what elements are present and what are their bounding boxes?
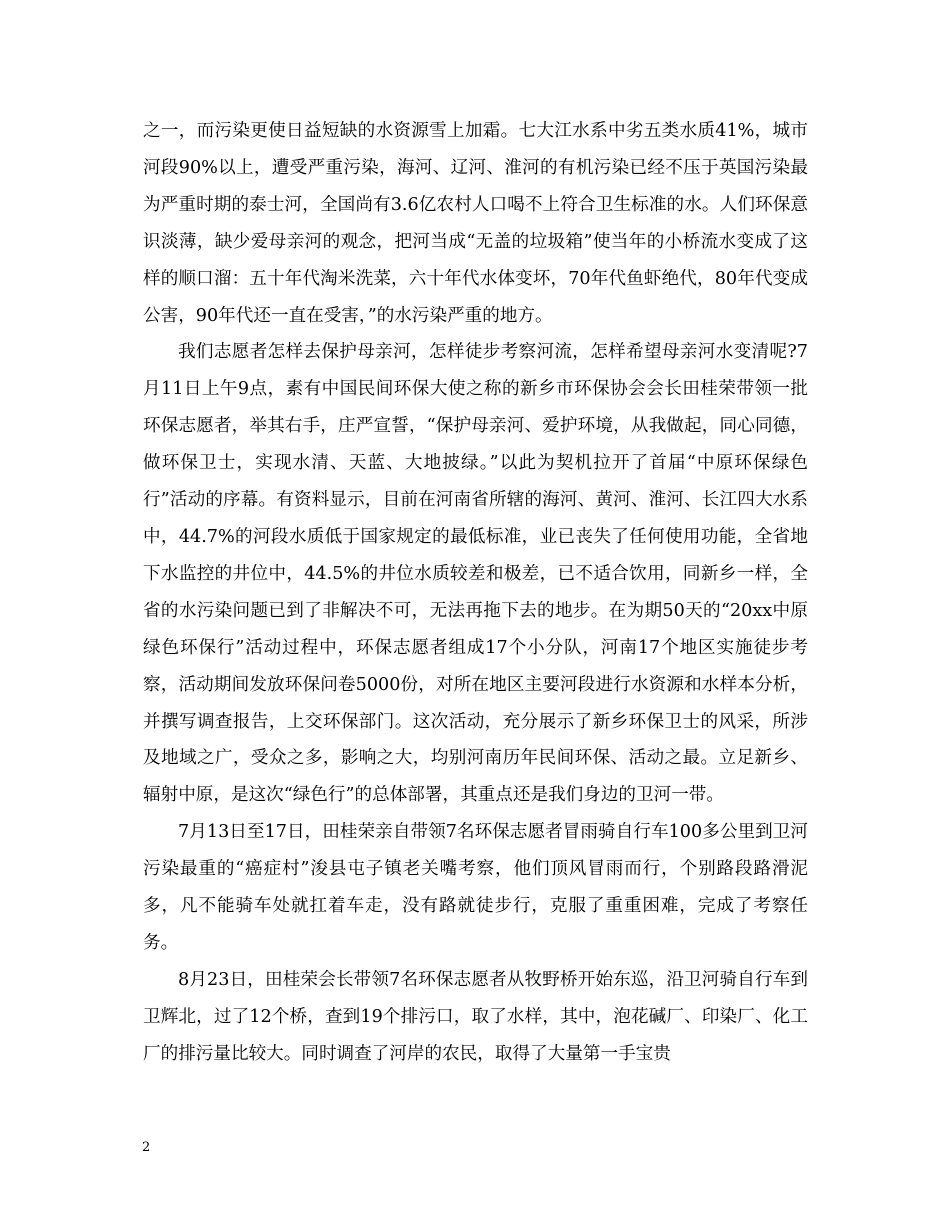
paragraph-2: 我们志愿者怎样去保护母亲河，怎样徒步考察河流，怎样希望母亲河水变清呢?7月11日上午9点，素有中国民间环保大使之称的新乡市环保协会会长田桂荣带领一批环保志愿者，举其右手，庄严宣誓，“保护母亲河、爱护环境，从我做起，同心同德，做环保卫士，实现水清、天蓝、大地披绿。”以此为契机拉开了首届“中原环保绿色行”活动的序幕。有资料显示，目前在河南省所辖的海河、黄河、淮河、长江四大水系中，44.7%的河段水质低于国家规定的最低标准，业已丧失了任何使用功能，全省地下水监控的井位中，44.5%的井位水质较差和极差，已不适合饮用，同新乡一样，全省的水污染问题已到了非解决不可，无法再拖下去的地步。在为期50天的“20xx中原绿色环保行”活动过程中，环保志愿者组成17个小分队，河南17个地区实施徒步考察，活动期间发放环保问卷5000份，对所在地区主要河段进行水资源和水样本分析，并撰写调查报告，上交环保部门。这次活动，充分展示了新乡环保卫士的风采，所涉及地域之广，受众之多，影响之大，均别河南历年民间环保、活动之最。立足新乡、辐射中原，是这次“绿色行”的总体部署，其重点还是我们身边的卫河一带。 xyxy=(143,342,808,806)
paragraph-1: 之一，而污染更使日益短缺的水资源雪上加霜。七大江水系中劣五类水质41%，城市河段90%以上，遭受严重污染，海河、辽河、淮河的有机污染已经不压于英国污染最为严重时期的泰士河，全国尚有3.6亿农村人口喝不上符合卫生标准的水。人们环保意识淡薄，缺少爱母亲河的观念，把河当成“无盖的垃圾箱”使当年的小桥流水变成了这样的顺口溜：五十年代淘米洗菜，六十年代水体变坏，70年代鱼虾绝代，80年代变成公害，90年代还一直在受害，”的水污染严重的地方。 xyxy=(143,121,808,326)
body-text xyxy=(143,113,808,1073)
paragraph-4: 8月23日，田桂荣会长带领7名环保志愿者从牧野桥开始东巡，沿卫河骑自行车到卫辉北，过了12个桥，查到19个排污口，取了水样，其中，泡花碱厂、印染厂、化工厂的排污量比较大。同时调查了河岸的农民，取得了大量第一手宝贵 xyxy=(143,969,808,1064)
paragraph-3: 7月13日至17日，田桂荣亲自带领7名环保志愿者冒雨骑自行车100多公里到卫河污染最重的“癌症村”浚县屯子镇老关嘴考察，他们顶风冒雨而行，个别路段路滑泥多，凡不能骑车处就扛着车走，没有路就徒步行，克服了重重困难，完成了考察任务。 xyxy=(143,822,808,953)
page-number: 2 xyxy=(142,1140,151,1155)
